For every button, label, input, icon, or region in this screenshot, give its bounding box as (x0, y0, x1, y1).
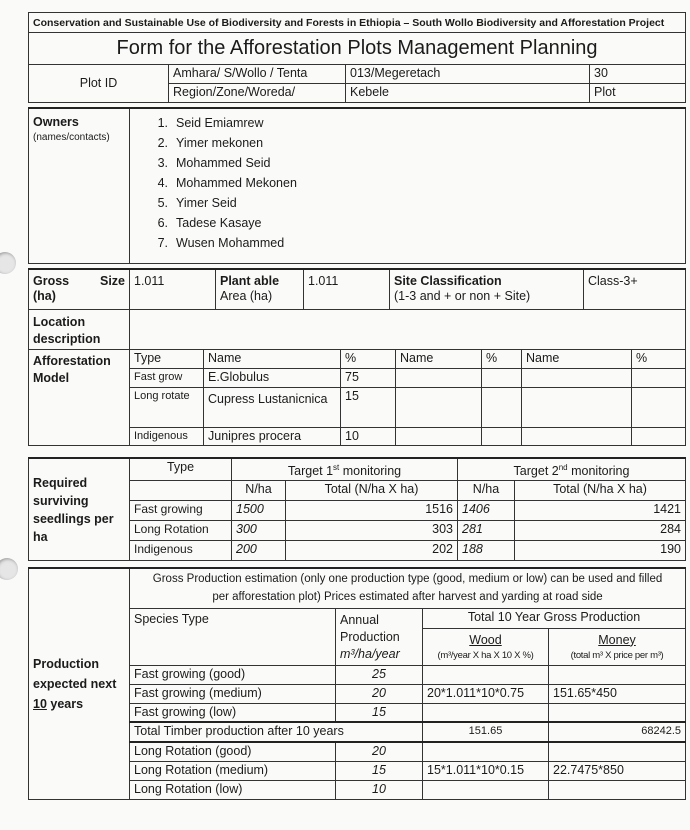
table-row: Fast growing (medium) 20 20*1.011*10*0.75 151.65*450 (29, 684, 686, 703)
site-value: Class-3+ (584, 269, 686, 309)
owners-table (28, 107, 686, 264)
size-label: Size (99, 274, 125, 288)
production-table (28, 567, 686, 800)
seedlings-type-header: Type (130, 458, 232, 481)
table-row: Fast growing 1500 1516 1406 1421 (29, 501, 686, 521)
wood-header: Wood (m³/year X ha X 10 X %) (423, 628, 549, 665)
total-10-year-header: Total 10 Year Gross Production (423, 608, 686, 628)
kebele-caption: Kebele (346, 84, 590, 103)
location-table (28, 309, 686, 350)
site-label: Site Classification (394, 274, 502, 288)
plot-id-label: Plot ID (29, 65, 169, 103)
plantable-label: Plant able (220, 274, 280, 288)
plantable-value: 1.011 (304, 269, 390, 309)
owner-item: 5. Yimer Seid (157, 196, 237, 210)
money-header: Money (total m³ X price per m³) (549, 628, 686, 665)
col-pct: % (341, 350, 396, 369)
afforestation-model-table (28, 349, 686, 446)
seedlings-label: Required surviving seedlings per ha (29, 458, 130, 561)
site-sub: (1-3 and + or non + Site) (394, 289, 531, 303)
ha-label: (ha) (33, 289, 56, 303)
owners-label: Owners (33, 115, 79, 129)
total-timber-row: Total Timber production after 10 years 151.65 68242.5 (29, 722, 686, 742)
gross-size-value: 1.011 (130, 269, 216, 309)
col-pct: % (632, 350, 686, 369)
table-row: Long Rotation (medium) 15 15*1.011*10*0.15 22.7475*850 (29, 761, 686, 780)
total-header-1: Total (N/ha X ha) (286, 481, 458, 501)
form-title: Form for the Afforestation Plots Management Planning (29, 33, 686, 65)
owner-item: 2. Yimer mekonen (157, 136, 264, 150)
region-caption: Region/Zone/Woreda/ (169, 84, 346, 103)
table-row: Long Rotation (low) 10 (29, 780, 686, 799)
col-name: Name (396, 350, 482, 369)
punch-hole (0, 558, 18, 580)
owner-item: 6. Tadese Kasaye (157, 216, 262, 230)
total-header-2: Total (N/ha X ha) (515, 481, 686, 501)
kebele-value: 013/Megeretach (346, 65, 590, 84)
owner-item: 3. Mohammed Seid (157, 156, 271, 170)
production-label: Production expected next 10 years (29, 568, 130, 799)
table-row: Indigenous 200 202 188 190 (29, 541, 686, 561)
production-note: Gross Production estimation (only one production type (good, medium or low) can be used and filled per afforestation plot) Prices estimated after harvest and yarding at road side (130, 568, 686, 608)
col-type: Type (130, 350, 204, 369)
header-table (28, 12, 686, 103)
table-row: Long Rotation 300 303 281 284 (29, 521, 686, 541)
plot-caption: Plot (590, 84, 686, 103)
nha-header-2: N/ha (458, 481, 515, 501)
size-table (28, 268, 686, 310)
species-type-header: Species Type (130, 608, 336, 665)
col-name: Name (204, 350, 341, 369)
col-name: Name (522, 350, 632, 369)
owners-list (134, 113, 681, 253)
afforestation-model-label: Afforestation Model (29, 350, 130, 446)
target-1-header: Target 1st monitoring (232, 458, 458, 481)
annual-production-header: Annual Production m³/ha/year (336, 608, 423, 665)
table-row: Long rotate Cupress Lustanicnica 15 (29, 388, 686, 428)
location-label: Location description (29, 310, 130, 350)
plantable-sub: Area (ha) (220, 289, 273, 303)
owner-item: 4. Mohammed Mekonen (157, 176, 297, 190)
region-value: Amhara/ S/Wollo / Tenta (169, 65, 346, 84)
gross-label: Gross (33, 274, 70, 288)
table-row: Indigenous Junipres procera 10 (29, 428, 686, 446)
owner-item: 7. Wusen Mohammed (157, 236, 285, 250)
col-pct: % (482, 350, 522, 369)
location-value (130, 310, 686, 350)
seedlings-table (28, 457, 686, 561)
target-2-header: Target 2nd monitoring (458, 458, 686, 481)
owner-item: 1. Seid Emiamrew (157, 116, 264, 130)
table-row: Fast growing (low) 15 (29, 703, 686, 722)
punch-hole (0, 252, 16, 274)
table-row: Long Rotation (good) 20 (29, 742, 686, 761)
nha-header-1: N/ha (232, 481, 286, 501)
table-row: Fast grow E.Globulus 75 (29, 369, 686, 388)
project-title: Conservation and Sustainable Use of Biodiversity and Forests in Ethiopia – South Wollo Biodiversity and Afforestation Project (29, 13, 686, 33)
plot-value: 30 (590, 65, 686, 84)
owners-sublabel: (names/contacts) (33, 132, 110, 143)
table-row: Fast growing (good) 25 (29, 665, 686, 684)
